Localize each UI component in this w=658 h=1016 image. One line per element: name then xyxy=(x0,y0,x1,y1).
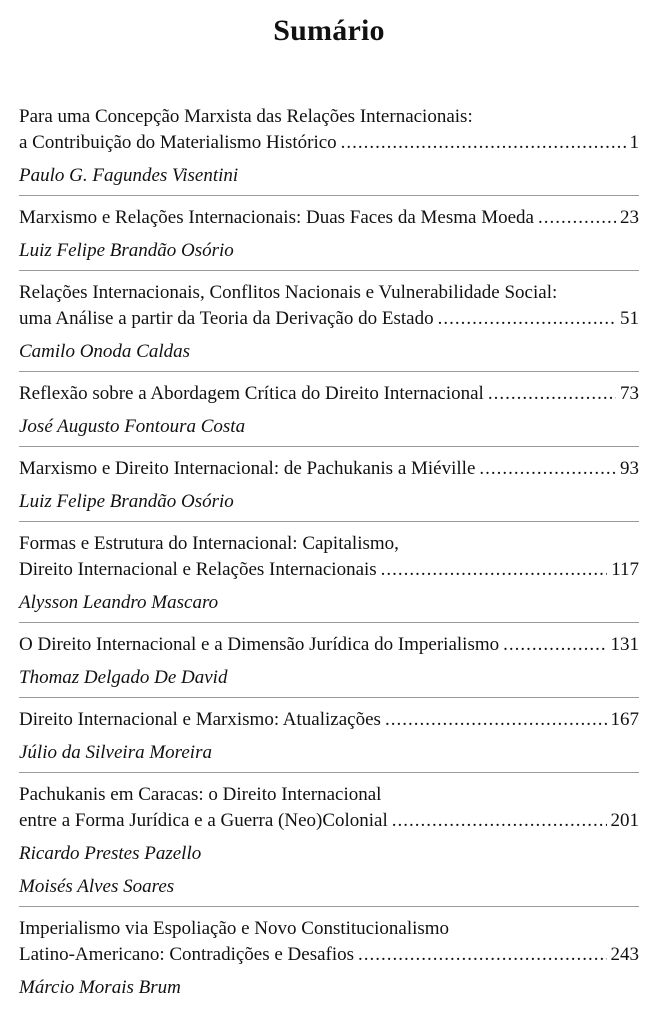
page-number: 167 xyxy=(610,709,639,730)
entry-title-text: Reflexão sobre a Abordagem Crítica do Direito Internacional xyxy=(19,383,484,404)
entry-author: Márcio Morais Brum xyxy=(19,977,181,998)
entry-title-text: Marxismo e Relações Internacionais: Duas Faces da Mesma Moeda xyxy=(19,207,534,228)
entry-title-final-line xyxy=(19,205,639,231)
table-of-contents xyxy=(19,104,639,1016)
entry-title-text: uma Análise a partir da Teoria da Derivação do Estado xyxy=(19,308,434,329)
entry-author: Camilo Onoda Caldas xyxy=(19,341,191,362)
dot-leader xyxy=(479,456,616,482)
entry-title-text: Direito Internacional e Marxismo: Atualizações xyxy=(19,709,381,730)
toc-entry xyxy=(19,632,639,698)
entry-title-line: Relações Internacionais, Conflitos Nacionais e Vulnerabilidade Social: xyxy=(19,282,558,303)
dot-leader xyxy=(385,707,607,733)
toc-entry xyxy=(19,531,639,623)
toc-entry xyxy=(19,381,639,447)
entry-title-text: entre a Forma Jurídica e a Guerra (Neo)Colonial xyxy=(19,810,388,831)
toc-entry xyxy=(19,205,639,271)
dot-leader xyxy=(341,130,626,156)
entry-title-line: Imperialismo via Espoliação e Novo Constitucionalismo xyxy=(19,918,450,939)
entry-title-final-line xyxy=(19,306,639,332)
entry-title-final-line xyxy=(19,130,639,156)
entry-title-text: Direito Internacional e Relações Internacionais xyxy=(19,559,377,580)
entry-title-final-line xyxy=(19,707,639,733)
entry-title-final-line xyxy=(19,381,639,407)
entry-title-final-line xyxy=(19,808,639,834)
toc-entry xyxy=(19,782,639,907)
dot-leader xyxy=(538,205,616,231)
entry-author: Ricardo Prestes Pazello xyxy=(19,843,202,864)
page-number: 1 xyxy=(629,132,639,153)
entry-title-line: Para uma Concepção Marxista das Relações Internacionais: xyxy=(19,106,473,127)
dot-leader xyxy=(392,808,607,834)
page-number: 23 xyxy=(620,207,639,228)
entry-title-text: a Contribuição do Materialismo Histórico xyxy=(19,132,337,153)
entry-author: Paulo G. Fagundes Visentini xyxy=(19,165,239,186)
toc-entry xyxy=(19,916,639,1007)
page-number: 93 xyxy=(620,458,639,479)
entry-title-final-line xyxy=(19,456,639,482)
entry-author: Luiz Felipe Brandão Osório xyxy=(19,491,234,512)
entry-title-text: Marxismo e Direito Internacional: de Pachukanis a Miéville xyxy=(19,458,476,479)
entry-author: José Augusto Fontoura Costa xyxy=(19,416,246,437)
toc-entry xyxy=(19,456,639,522)
page-number: 73 xyxy=(620,383,639,404)
entry-title-line: Formas e Estrutura do Internacional: Capitalismo, xyxy=(19,533,399,554)
entry-author: Júlio da Silveira Moreira xyxy=(19,742,212,763)
page-number: 201 xyxy=(610,810,639,831)
page-number: 131 xyxy=(610,634,639,655)
page-number: 243 xyxy=(610,944,639,965)
dot-leader xyxy=(488,381,616,407)
page-number: 117 xyxy=(611,559,639,580)
page-number: 51 xyxy=(620,308,639,329)
entry-author: Moisés Alves Soares xyxy=(19,876,175,897)
entry-title-text: Latino-Americano: Contradições e Desafios xyxy=(19,944,355,965)
dot-leader xyxy=(381,557,608,583)
entry-title-final-line xyxy=(19,557,639,583)
entry-author: Thomaz Delgado De David xyxy=(19,667,228,688)
toc-entry xyxy=(19,707,639,773)
toc-entry xyxy=(19,104,639,196)
entry-author: Luiz Felipe Brandão Osório xyxy=(19,240,234,261)
dot-leader xyxy=(358,942,606,968)
toc-entry xyxy=(19,280,639,372)
entry-title-final-line xyxy=(19,632,639,658)
dot-leader xyxy=(438,306,616,332)
entry-title-text: O Direito Internacional e a Dimensão Jurídica do Imperialismo xyxy=(19,634,500,655)
entry-title-line: Pachukanis em Caracas: o Direito Internacional xyxy=(19,784,382,805)
entry-title-final-line xyxy=(19,942,639,968)
page-title: Sumário xyxy=(273,14,385,47)
dot-leader xyxy=(503,632,606,658)
entry-author: Alysson Leandro Mascaro xyxy=(19,592,219,613)
